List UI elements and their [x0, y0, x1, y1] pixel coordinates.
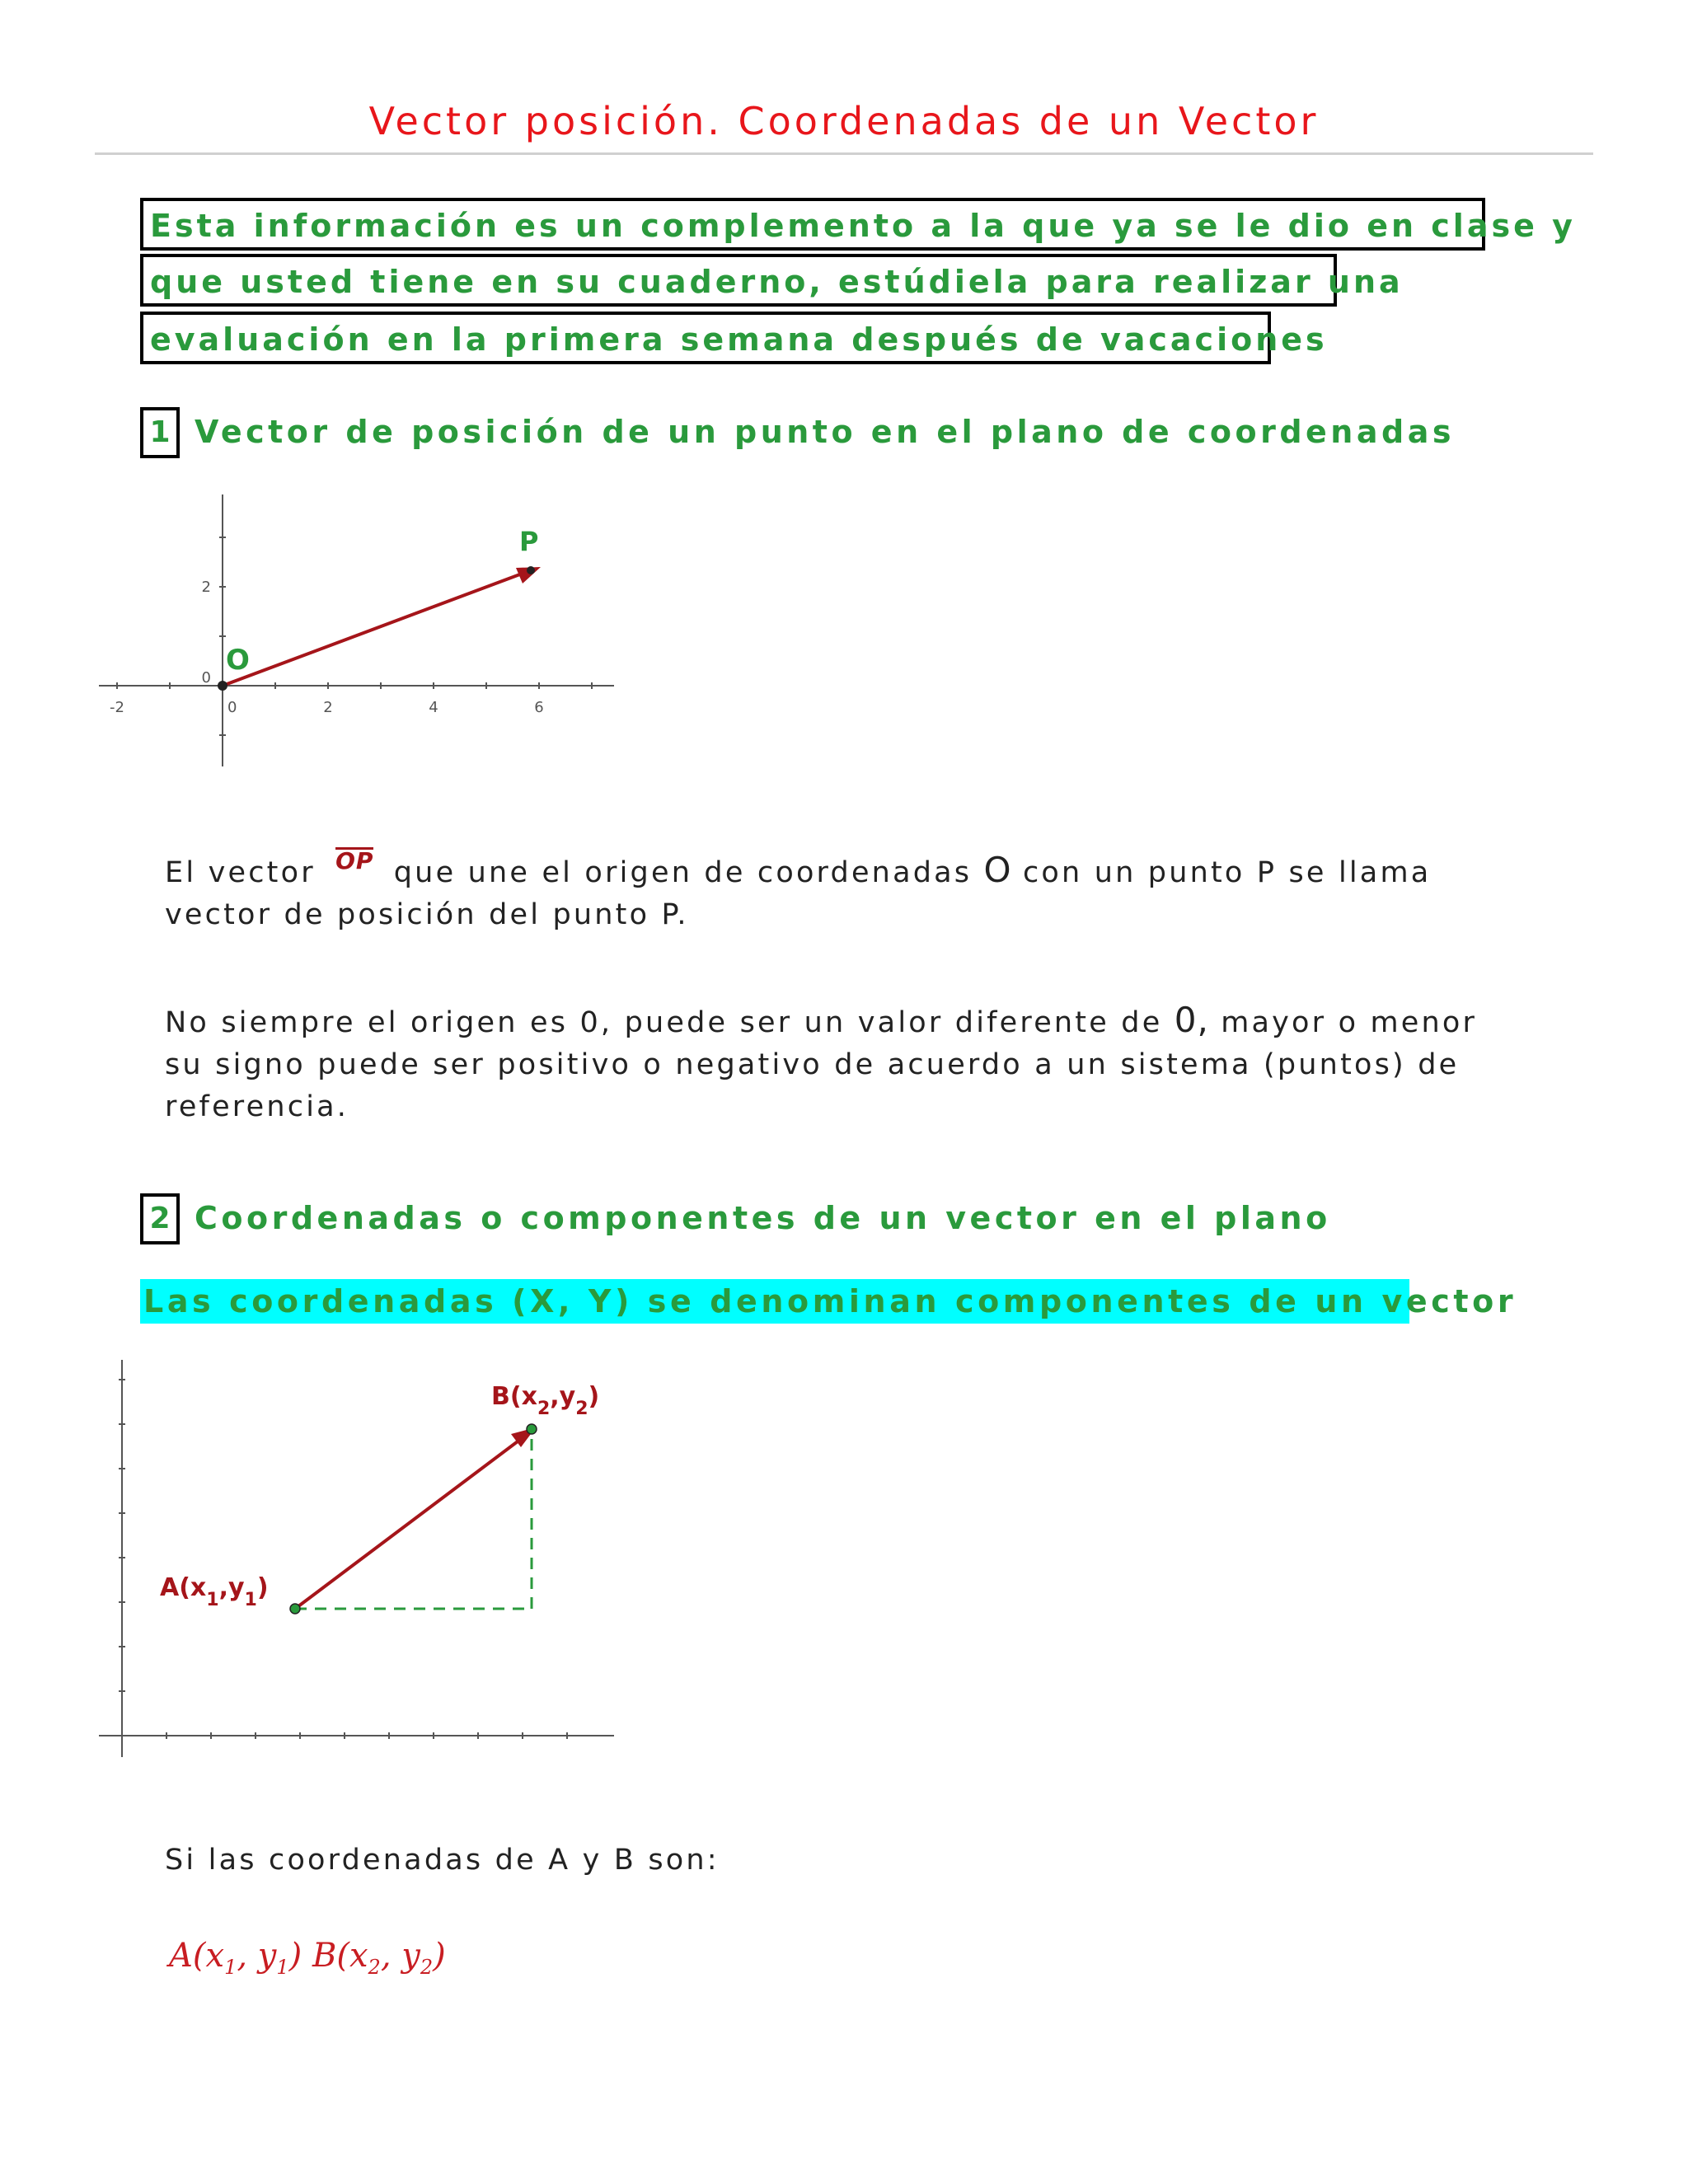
- x-tick-label: 0: [227, 699, 237, 716]
- title-divider: [95, 152, 1593, 155]
- paragraph-1-end: con un punto P se llama vector de posición del punto P.: [165, 856, 1432, 931]
- components-highlight: Las coordenadas (X, Y) se denominan componentes de un vector: [140, 1279, 1409, 1324]
- coordinates-formula: $A(x_1$, $y_1$) $B(x_2$, $y_2$): [169, 1937, 446, 1979]
- notice-line-3: evaluación en la primera semana después de vacaciones: [140, 312, 1271, 364]
- paragraph-1: [165, 849, 1517, 936]
- label-b: $B(x_2,y_2)$: [491, 1382, 600, 1419]
- label-o: O: [226, 644, 250, 677]
- paragraph-1-origin: O: [983, 850, 1011, 890]
- point-o: [218, 681, 227, 691]
- notice-line-2: que usted tiene en su cuaderno, estúdiela para realizar una: [140, 254, 1337, 307]
- x-tick-label: 4: [429, 699, 438, 716]
- notice-line-1: Esta información es un complemento a la que ya se le dio en clase y: [140, 198, 1485, 251]
- paragraph-2-start: No siempre el origen es 0, puede ser un valor diferente de: [165, 1006, 1163, 1039]
- section-2-number: 2: [140, 1193, 180, 1244]
- components-vector-graph: [91, 1352, 626, 1764]
- section-1-number: 1: [140, 407, 180, 458]
- y-tick-label-2: 2: [201, 579, 211, 596]
- op-vector-symbol: OP: [335, 847, 374, 874]
- point-a: [290, 1604, 300, 1614]
- y-tick-label-0: 0: [201, 669, 211, 687]
- paragraph-2-end: mayor o menor su signo puede ser positivo o negativo de acuerdo a un sistema (puntos) de referencia.: [165, 1006, 1478, 1123]
- x-tick-label: -2: [110, 699, 124, 716]
- x-tick-label: 6: [534, 699, 544, 716]
- position-vector-graph: [91, 486, 626, 783]
- paragraph-1-middle: que une el origen de coordenadas: [393, 856, 973, 889]
- point-b: [527, 1424, 537, 1434]
- paragraph-2-zero: 0,: [1174, 1000, 1209, 1040]
- paragraph-2: [165, 999, 1517, 1128]
- point-p: [527, 566, 535, 574]
- label-a: $A(x_1,y_1)$: [160, 1573, 269, 1610]
- page-title: Vector posición. Coordenadas de un Vector: [368, 99, 1320, 143]
- x-tick-label: 2: [323, 699, 333, 716]
- paragraph-1-start: El vector: [165, 856, 316, 889]
- section-1-heading: Vector de posición de un punto en el plano de coordenadas: [195, 414, 1455, 450]
- label-p: P: [519, 526, 539, 557]
- vector-op: [223, 570, 531, 686]
- vector-ab: [295, 1434, 528, 1609]
- paragraph-3: Si las coordenadas de A y B son:: [165, 1844, 720, 1877]
- section-2-heading: Coordenadas o componentes de un vector en el plano: [195, 1200, 1331, 1236]
